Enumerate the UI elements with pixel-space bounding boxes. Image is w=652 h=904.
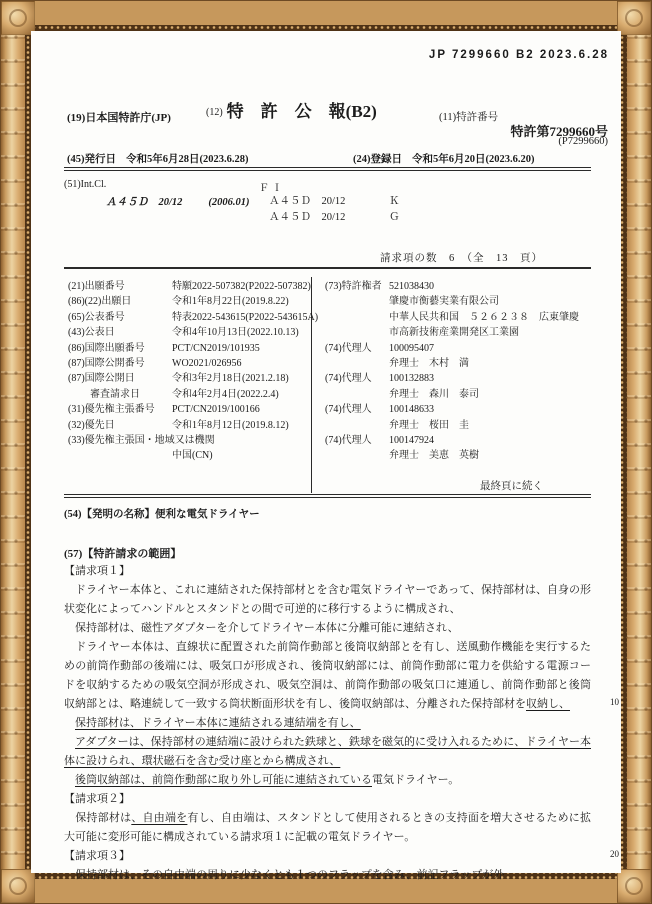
biblio-value: 弁理士 木村 満 (389, 358, 469, 370)
biblio-value: 令和4年2月4日(2022.2.4) (172, 388, 279, 400)
biblio-row (325, 356, 591, 371)
biblio-row (68, 341, 306, 356)
biblio-label: (21)出願番号 (68, 281, 125, 292)
biblio-row (325, 433, 591, 448)
fi-label: ＦＩ (259, 183, 285, 194)
claim-text-underlined: 後筒収納部は、前筒作動部に取り外し可能に連結されている (75, 774, 372, 786)
claim-paragraph (64, 581, 591, 619)
biblio-value: 100147924 (389, 435, 434, 447)
biblio-row (325, 310, 591, 325)
registration-date-value: 令和5年6月20日(2023.6.20) (412, 154, 535, 165)
biblio-label: 審査請求日 (90, 388, 140, 400)
patent-number-paren: (P7299660) (558, 136, 608, 147)
fi-code: Ａ４５Ｄ 20/12 (269, 196, 346, 207)
biblio-label: (31)優先権主張番号 (68, 404, 155, 416)
publication-header: JP 7299660 B2 2023.6.28 (428, 49, 609, 61)
issue-date-label: (45)発行日 (67, 154, 116, 165)
claim-text (64, 717, 75, 729)
biblio-value: 100148633 (389, 404, 434, 416)
bibliographic-section (64, 277, 591, 493)
biblio-label (325, 294, 389, 309)
horizontal-rule-double (64, 167, 591, 171)
margin-line-number: 10 (610, 697, 619, 707)
biblio-label: (65)公表番号 (68, 311, 125, 323)
claim-text: 電気ドライヤー。 (372, 774, 460, 786)
claim-text-underlined: 、自由端を (131, 812, 188, 824)
biblio-value: 100095407 (389, 342, 434, 354)
issue-date-value: 令和5年6月28日(2023.6.28) (126, 154, 249, 165)
biblio-left (68, 279, 319, 464)
gazette-title (206, 97, 377, 122)
claim-paragraph (64, 790, 591, 809)
biblio-value: 弁理士 森川 泰司 (389, 388, 479, 400)
biblio-row (325, 387, 591, 402)
biblio-label: (33)優先権主張国・地域又は機関 (68, 435, 215, 447)
claims-heading: (57)【特許請求の範囲】 (64, 548, 182, 560)
frame-corner-ornament (1, 869, 35, 903)
claim-text: 【請求項２】 (64, 793, 130, 805)
biblio-value: 弁理士 桜田 圭 (389, 419, 469, 431)
biblio-row (68, 418, 306, 433)
biblio-value: 中国(CN) (172, 450, 213, 462)
biblio-label: (87)国際公開日 (68, 373, 135, 385)
margin-line-number: 20 (610, 849, 619, 859)
patent-office-label: (19)日本国特許庁(JP) (67, 112, 171, 124)
biblio-row (68, 448, 306, 463)
biblio-label: (74)代理人 (325, 373, 372, 385)
claim-text: 【請求項１】 (64, 565, 130, 577)
gazette-kind-text: 特 許 公 報(B2) (226, 102, 377, 121)
claim-text: 保持部材は (64, 812, 132, 824)
intcl-label: (51)Int.Cl. (64, 179, 107, 190)
fi-row (269, 194, 400, 210)
horizontal-rule-thick (64, 267, 591, 269)
intcl-version: (2006.01) (208, 197, 250, 208)
biblio-value: 521038430 (389, 281, 434, 292)
biblio-label: (74)代理人 (325, 342, 372, 354)
biblio-row (325, 418, 591, 433)
biblio-value: 令和3年2月18日(2021.2.18) (172, 373, 289, 385)
biblio-row (325, 294, 591, 309)
claim-text (64, 736, 75, 748)
claim-text: 保持部材は、その自由端の周りに少なくとも１つのフラップを含み、前記フラップが外 (64, 869, 505, 881)
biblio-row (325, 279, 591, 294)
biblio-row (68, 387, 306, 402)
fi-code: Ａ４５Ｄ 20/12 (269, 211, 346, 223)
biblio-label: (74)代理人 (325, 435, 372, 447)
claim-text-underlined: アダプターは、保持部材の連結端に設けられた鉄球と、鉄球を磁気的に受け入れるために、ドライヤー本体に設けられ、環状磁石を含む受け座とから構成され、 (64, 736, 591, 767)
biblio-label: (86)(22)出願日 (68, 296, 132, 308)
continues-note: 最終頁に続く (480, 481, 543, 492)
biblio-label: (43)公表日 (68, 327, 115, 339)
claim-text: 有し、自由端は、スタンドとして使用されるときの支持面を増大させるために拡大可能に変形可能に構成されている請求項１に記載の電気ドライヤー。 (64, 812, 592, 843)
claim-paragraph (64, 638, 591, 714)
claim-paragraph (64, 619, 591, 638)
biblio-value: 令和1年8月22日(2019.8.22) (172, 296, 289, 308)
biblio-label (325, 418, 389, 433)
frame-corner-ornament (1, 1, 35, 35)
biblio-row (68, 371, 306, 386)
biblio-value: 令和4年10月13日(2022.10.13) (172, 327, 299, 339)
fi-rows (269, 194, 400, 225)
biblio-label (325, 387, 389, 402)
biblio-label (325, 310, 389, 325)
biblio-row (68, 356, 306, 371)
biblio-label: (74)代理人 (325, 404, 372, 416)
biblio-row (68, 325, 306, 340)
biblio-value: 肇慶市衡藝実業有限公司 (389, 296, 499, 308)
biblio-row (325, 402, 591, 417)
biblio-row (68, 294, 306, 309)
fi-subclass: Ｋ (389, 196, 400, 207)
claim-text-underlined: 保持部材は、ドライヤー本体に連結される連結端を有し、 (75, 717, 361, 729)
claim-text: 保持部材は、磁性アダプターを介してドライヤー本体に分離可能に連結され、 (64, 622, 459, 634)
biblio-row (325, 341, 591, 356)
biblio-value: 100132883 (389, 373, 434, 385)
claim-paragraph (64, 733, 591, 771)
biblio-label (68, 448, 172, 463)
claims-body (64, 562, 591, 885)
biblio-label: (32)優先日 (68, 419, 115, 431)
claim-text (64, 774, 75, 786)
patent-page (31, 31, 621, 881)
claims-count-note: 請求項の数 6 （全 13 頁） (380, 253, 543, 264)
claim-paragraph (64, 847, 591, 866)
claim-paragraph (64, 714, 591, 733)
biblio-row (68, 402, 306, 417)
biblio-value: WO2021/026956 (172, 358, 242, 370)
biblio-value: 特願2022-507382(P2022-507382) (172, 281, 311, 292)
biblio-row (325, 325, 591, 340)
claim-paragraph (64, 562, 591, 581)
biblio-label (325, 325, 389, 340)
biblio-row (325, 448, 591, 463)
claim-text-underlined: 収納し、 (526, 698, 570, 710)
horizontal-rule-double (64, 494, 591, 498)
biblio-row (68, 279, 311, 294)
frame-corner-ornament (617, 1, 651, 35)
fi-row (269, 210, 400, 226)
gazette-kind-num: (12) (206, 107, 223, 118)
biblio-label: (73)特許権者 (325, 281, 382, 292)
biblio-label: (87)国際公開番号 (68, 358, 145, 370)
patent-number: 特許第7299660号 (510, 124, 608, 139)
claim-text: ドライヤー本体と、これに連結された保持部材とを含む電気ドライヤーであって、保持部材は、自身の形状変化によってハンドルとスタンドとの間で可逆的に移行するように構成され、 (64, 584, 592, 615)
biblio-value: PCT/CN2019/100166 (172, 404, 260, 416)
biblio-row (68, 433, 306, 448)
registration-date (353, 151, 535, 166)
biblio-value: 中華人民共和国 ５２６２３８ 広東肇慶 (389, 311, 579, 323)
claim-text: ドライヤー本体は、直線状に配置された前筒作動部と後筒収納部とを有し、送風動作機能を実行するための前筒作動部の後端には、吸気口が形成され、後筒収納部には、前筒作動部に電力を供給する電源コードを収納するための吸気空洞が形成され、吸気空洞は、前筒作動部の吸気口に連通し、前筒作動部と後筒収納部とは、略連続して一致する筒状断面形状を有し、後筒収納部は、分離された保持部材を (64, 641, 591, 710)
fi-subclass: Ｇ (389, 211, 400, 223)
biblio-right (325, 279, 591, 464)
invention-title: (54)【発明の名称】便利な電気ドライヤー (64, 509, 260, 520)
claim-paragraph (64, 809, 591, 847)
biblio-label (325, 448, 389, 463)
intcl-entry (106, 194, 250, 209)
claim-paragraph (64, 866, 591, 885)
claim-paragraph (64, 771, 591, 790)
intcl-code: Ａ４５Ｄ 20/12 (106, 197, 183, 208)
frame-corner-ornament (617, 869, 651, 903)
biblio-value: 市高新技術産業開発区工業園 (389, 327, 519, 339)
patent-number-label: (11)特許番号 (439, 112, 499, 123)
issue-date (67, 151, 249, 166)
biblio-value: 弁理士 美恵 英樹 (389, 450, 479, 462)
biblio-value: 令和1年8月12日(2019.8.12) (172, 419, 289, 431)
claim-text: 【請求項３】 (64, 850, 130, 862)
biblio-label: (86)国際出願番号 (68, 342, 145, 354)
biblio-row (68, 310, 319, 325)
biblio-value: 特表2022-543615(P2022-543615A) (172, 311, 319, 323)
registration-date-label: (24)登録日 (353, 154, 402, 165)
biblio-label (325, 356, 389, 371)
biblio-row (325, 371, 591, 386)
biblio-value: PCT/CN2019/101935 (172, 342, 260, 354)
